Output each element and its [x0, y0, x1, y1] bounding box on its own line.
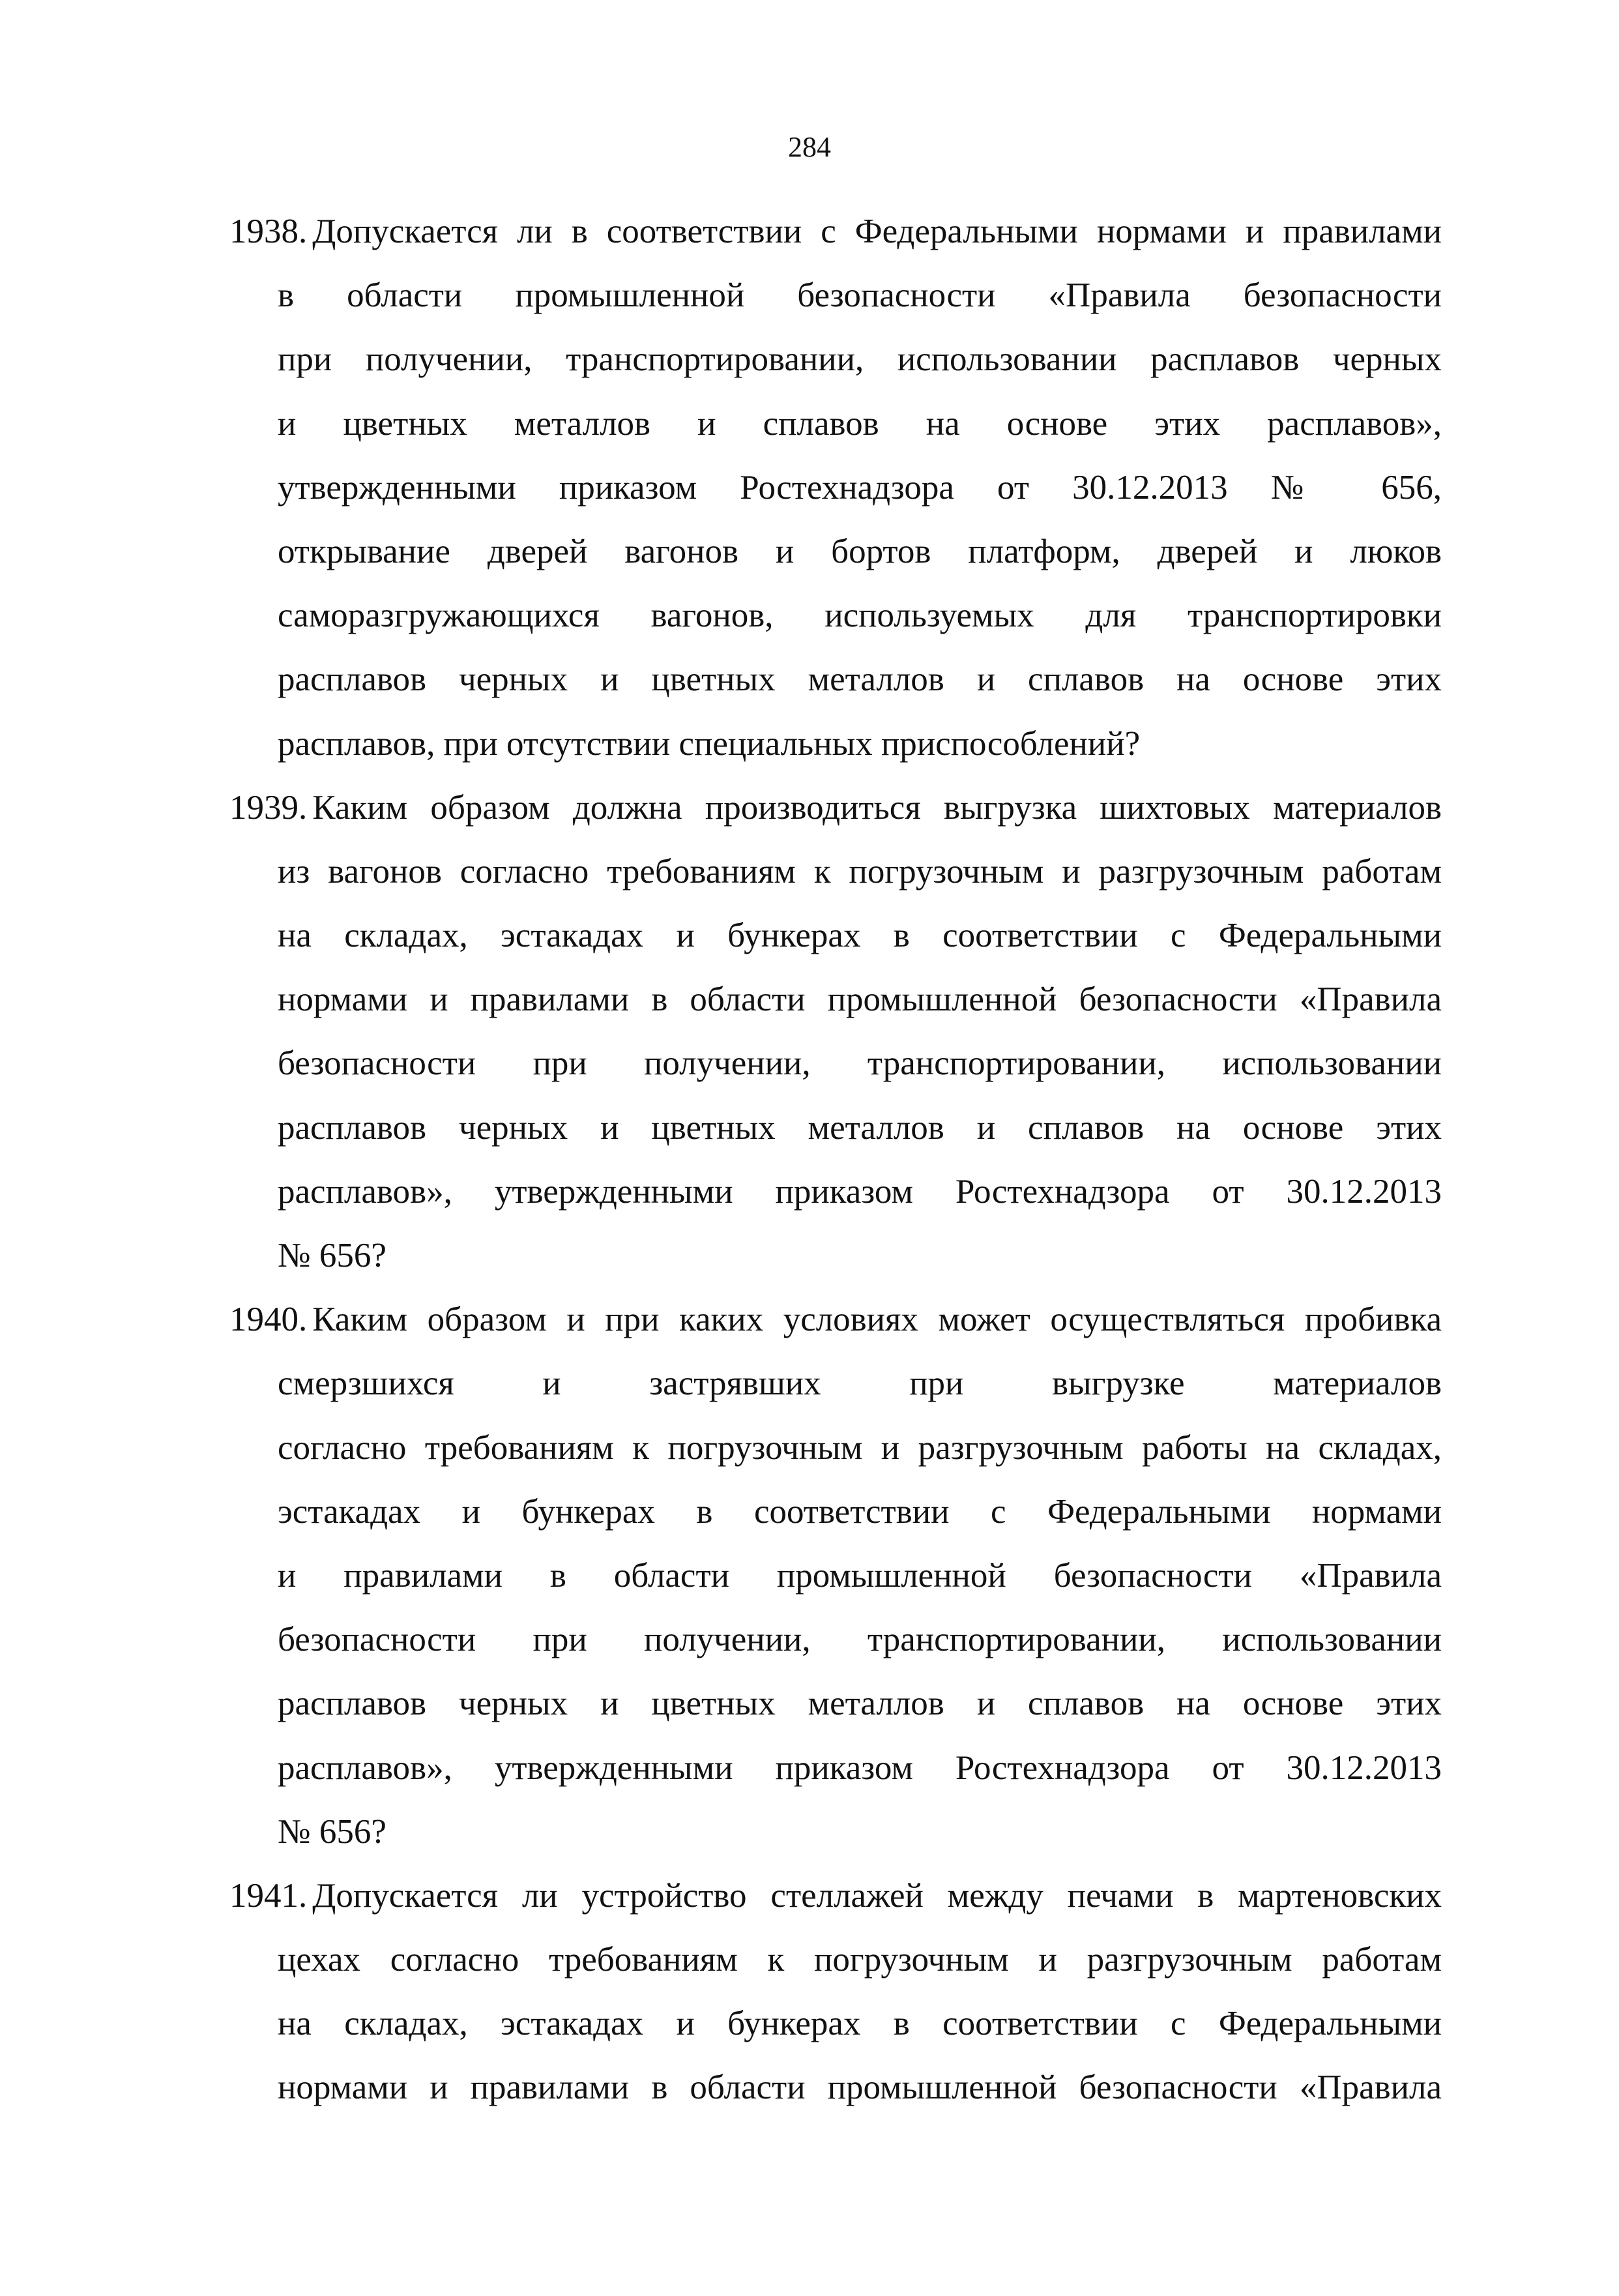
question-line: безопасности при получении, транспортировании, использовании: [278, 1621, 1442, 1659]
question-line: эстакадах и бункерах в соответствии с Федеральными нормами: [278, 1492, 1442, 1531]
question-line: расплавов черных и цветных металлов и сплавов на основе этих: [278, 660, 1442, 699]
question-list: [229, 199, 1442, 2120]
question-line: на складах, эстакадах и бункерах в соответствии с Федеральными: [278, 2005, 1442, 2043]
question-line: нормами и правилами в области промышленной безопасности «Правила: [278, 980, 1442, 1019]
question-line: и правилами в области промышленной безопасности «Правила: [278, 1556, 1442, 1595]
question-1940: [229, 1288, 1442, 1864]
question-line: расплавов», утвержденными приказом Ростехнадзора от 30.12.2013: [278, 1172, 1442, 1211]
question-line: № 656?: [278, 1812, 387, 1851]
page-number: 284: [788, 131, 831, 163]
question-number: 1938.: [229, 213, 308, 250]
question-line: безопасности при получении, транспортировании, использовании: [278, 1044, 1442, 1083]
question-line: расплавов», утвержденными приказом Ростехнадзора от 30.12.2013: [278, 1748, 1442, 1787]
question-line: 1938. Допускается ли в соответствии с Федеральными нормами и правилами: [229, 213, 1442, 250]
question-line: в области промышленной безопасности «Правила безопасности: [278, 276, 1442, 315]
question-line: и цветных металлов и сплавов на основе этих расплавов»,: [278, 404, 1442, 443]
question-number: 1939.: [229, 788, 308, 827]
question-line: нормами и правилами в области промышленной безопасности «Правила: [278, 2068, 1442, 2107]
question-line: 1939. Каким образом должна производиться выгрузка шихтовых материалов: [229, 788, 1442, 827]
question-line: расплавов, при отсутствии специальных приспособлений?: [278, 724, 1141, 763]
question-line: № 656?: [278, 1237, 387, 1274]
question-line: цехах согласно требованиям к погрузочным и разгрузочным работам: [278, 1941, 1442, 1979]
question-line: расплавов черных и цветных металлов и сплавов на основе этих: [278, 1108, 1442, 1147]
question-1938: [229, 199, 1442, 776]
question-line: открывание дверей вагонов и бортов платформ, дверей и люков: [278, 532, 1442, 570]
question-line: смерзшихся и застрявших при выгрузке материалов: [278, 1364, 1442, 1403]
question-line: согласно требованиям к погрузочным и разгрузочным работы на складах,: [278, 1428, 1442, 1467]
question-number: 1940.: [229, 1301, 308, 1339]
question-line: 1941. Допускается ли устройство стеллажей между печами в мартеновских: [229, 1876, 1442, 1915]
question-line: утвержденными приказом Ростехнадзора от 30.12.2013 № 656,: [278, 468, 1442, 507]
question-line: при получении, транспортировании, использовании расплавов черных: [278, 340, 1442, 379]
question-line: на складах, эстакадах и бункерах в соответствии с Федеральными: [278, 917, 1442, 955]
question-line: 1940. Каким образом и при каких условиях может осуществляться пробивка: [229, 1301, 1442, 1339]
question-line: саморазгружающихся вагонов, используемых для транспортировки: [278, 596, 1442, 635]
question-1941: [229, 1864, 1442, 2120]
question-number: 1941.: [229, 1876, 308, 1915]
question-line: расплавов черных и цветных металлов и сплавов на основе этих: [278, 1685, 1442, 1723]
question-1939: [229, 776, 1442, 1288]
question-line: из вагонов согласно требованиям к погрузочным и разгрузочным работам: [278, 852, 1442, 890]
